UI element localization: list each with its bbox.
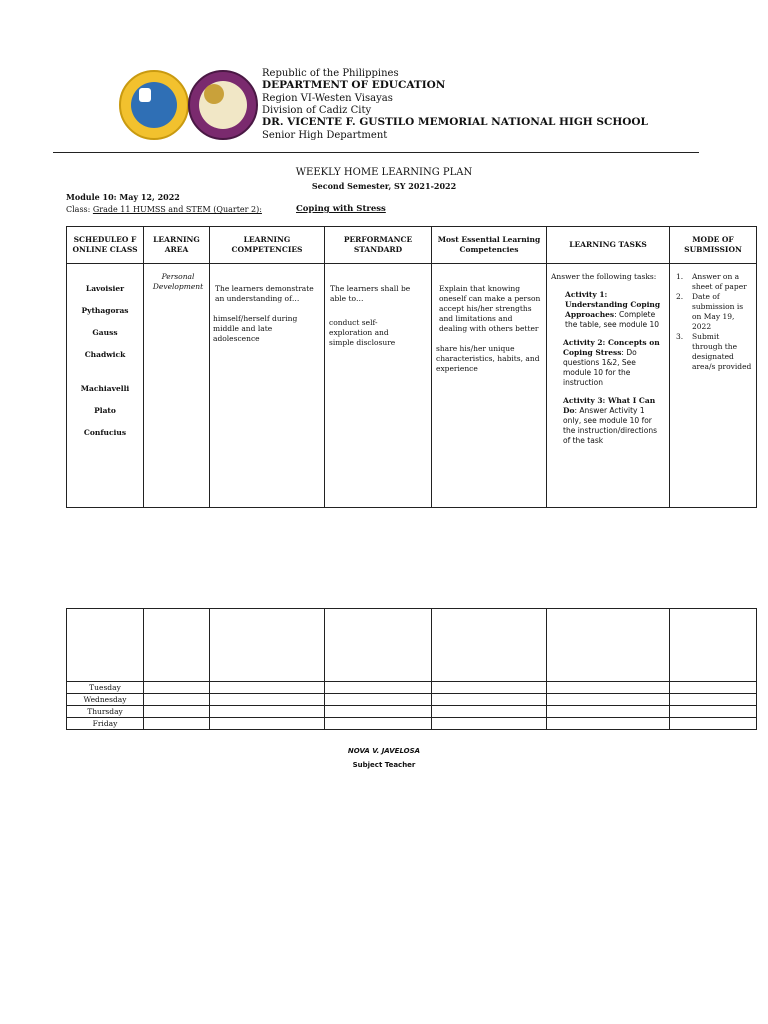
- header-schedule: SCHEDULEO F ONLINE CLASS: [67, 227, 144, 264]
- activity-3-title: Activity 3: What I Can Do: [563, 396, 656, 415]
- performance-standard-cell: [325, 264, 432, 508]
- activity-1: [547, 282, 669, 330]
- standard-text-1: The learners shall be able to…: [330, 284, 411, 303]
- class-name: Chadwick: [84, 350, 126, 359]
- class-name: Gauss: [92, 328, 118, 337]
- melc-text-2: share his/her unique characteristics, habits, and experience: [436, 344, 540, 373]
- table-row: [67, 682, 757, 694]
- activity-2-title: Activity 2: Concepts on Coping Stress: [563, 338, 660, 357]
- learning-plan-table: [66, 226, 757, 508]
- table-row: [67, 264, 757, 508]
- department-line: DEPARTMENT OF EDUCATION: [262, 79, 446, 91]
- semester-line: Second Semester, SY 2021-2022: [311, 181, 457, 191]
- header-learning-area: LEARNING AREA: [144, 227, 210, 264]
- list-item: 2. Date of submission is on May 19, 2022: [676, 292, 744, 331]
- melc-text-1: Explain that knowing oneself can make a person accept his/her strengths and limitations and dealing with others better: [439, 284, 541, 333]
- header-mode-of-submission: MODE OF SUBMISSION: [670, 227, 757, 264]
- division-line: Division of Cadiz City: [262, 105, 372, 116]
- tasks-intro: Answer the following tasks:: [551, 272, 657, 281]
- header-divider: [53, 152, 699, 153]
- table-row: [67, 718, 757, 730]
- activity-3-body: : Answer Activity 1 only, see module 10 for the instruction/directions of the task: [563, 406, 658, 445]
- table-header-row: [67, 227, 757, 264]
- day-cell: Thursday: [67, 706, 144, 718]
- school-seal-logo: [188, 70, 258, 140]
- header-performance-standard: PERFORMANCE STANDARD: [325, 227, 432, 264]
- learning-area-text: Personal Development: [152, 272, 204, 291]
- class-name: Machiavelli: [80, 384, 130, 393]
- department-subline: Senior High Department: [262, 130, 388, 141]
- table-row: [67, 694, 757, 706]
- schedule-cell: [67, 264, 144, 508]
- competencies-text-2: himself/herself during middle and late adolescence: [213, 314, 298, 343]
- class-value: Grade 11 HUMSS and STEM (Quarter 2):: [92, 205, 262, 214]
- activity-2: [547, 330, 669, 388]
- daily-schedule-table: [66, 608, 757, 730]
- deped-seal-logo: [119, 70, 189, 140]
- header-melc: Most Essential Learning Competencies: [432, 227, 547, 264]
- class-name: Plato: [94, 406, 116, 415]
- activity-1-body: : Complete the table, see module 10: [565, 310, 660, 329]
- competencies-cell: [210, 264, 325, 508]
- day-cell: Friday: [67, 718, 144, 730]
- header-competencies: LEARNING COMPETENCIES: [210, 227, 325, 264]
- header-learning-tasks: LEARNING TASKS: [547, 227, 670, 264]
- day-cell: Wednesday: [67, 694, 144, 706]
- class-name: Pythagoras: [81, 306, 129, 315]
- teacher-name: NOVA V. JAVELOSA: [347, 747, 421, 755]
- teacher-role: Subject Teacher: [352, 761, 416, 769]
- module-line: Module 10: May 12, 2022: [66, 192, 180, 202]
- republic-line: Republic of the Philippines: [262, 68, 399, 79]
- learning-tasks-cell: [547, 264, 670, 508]
- region-line: Region VI-Westen Visayas: [262, 93, 393, 104]
- class-name: Lavoisier: [85, 284, 125, 293]
- class-label: Class:: [66, 205, 93, 214]
- day-cell: Tuesday: [67, 682, 144, 694]
- topic-title: Coping with Stress: [296, 204, 386, 214]
- table-row: [67, 706, 757, 718]
- class-name: Confucius: [83, 428, 127, 437]
- school-name: DR. VICENTE F. GUSTILO MEMORIAL NATIONAL HIGH SCHOOL: [262, 116, 648, 128]
- melc-cell: [432, 264, 547, 508]
- class-line: [66, 205, 262, 214]
- activity-2-body: : Do questions 1&2, See module 10 for the instruction: [563, 348, 637, 387]
- list-item: 3. Submit through the designated area/s provided: [676, 332, 752, 371]
- learning-area-cell: [144, 264, 210, 508]
- activity-3: [547, 388, 669, 446]
- activity-1-title: Activity 1: Understanding Coping Approaches: [565, 290, 661, 319]
- competencies-text-1: The learners demonstrate an understanding of…: [215, 284, 314, 303]
- table-row: [67, 609, 757, 682]
- submission-cell: [670, 264, 757, 508]
- plan-title: WEEKLY HOME LEARNING PLAN: [295, 167, 473, 178]
- list-item: 1. Answer on a sheet of paper: [676, 272, 747, 291]
- standard-text-2: conduct self-exploration and simple disclosure: [329, 318, 396, 347]
